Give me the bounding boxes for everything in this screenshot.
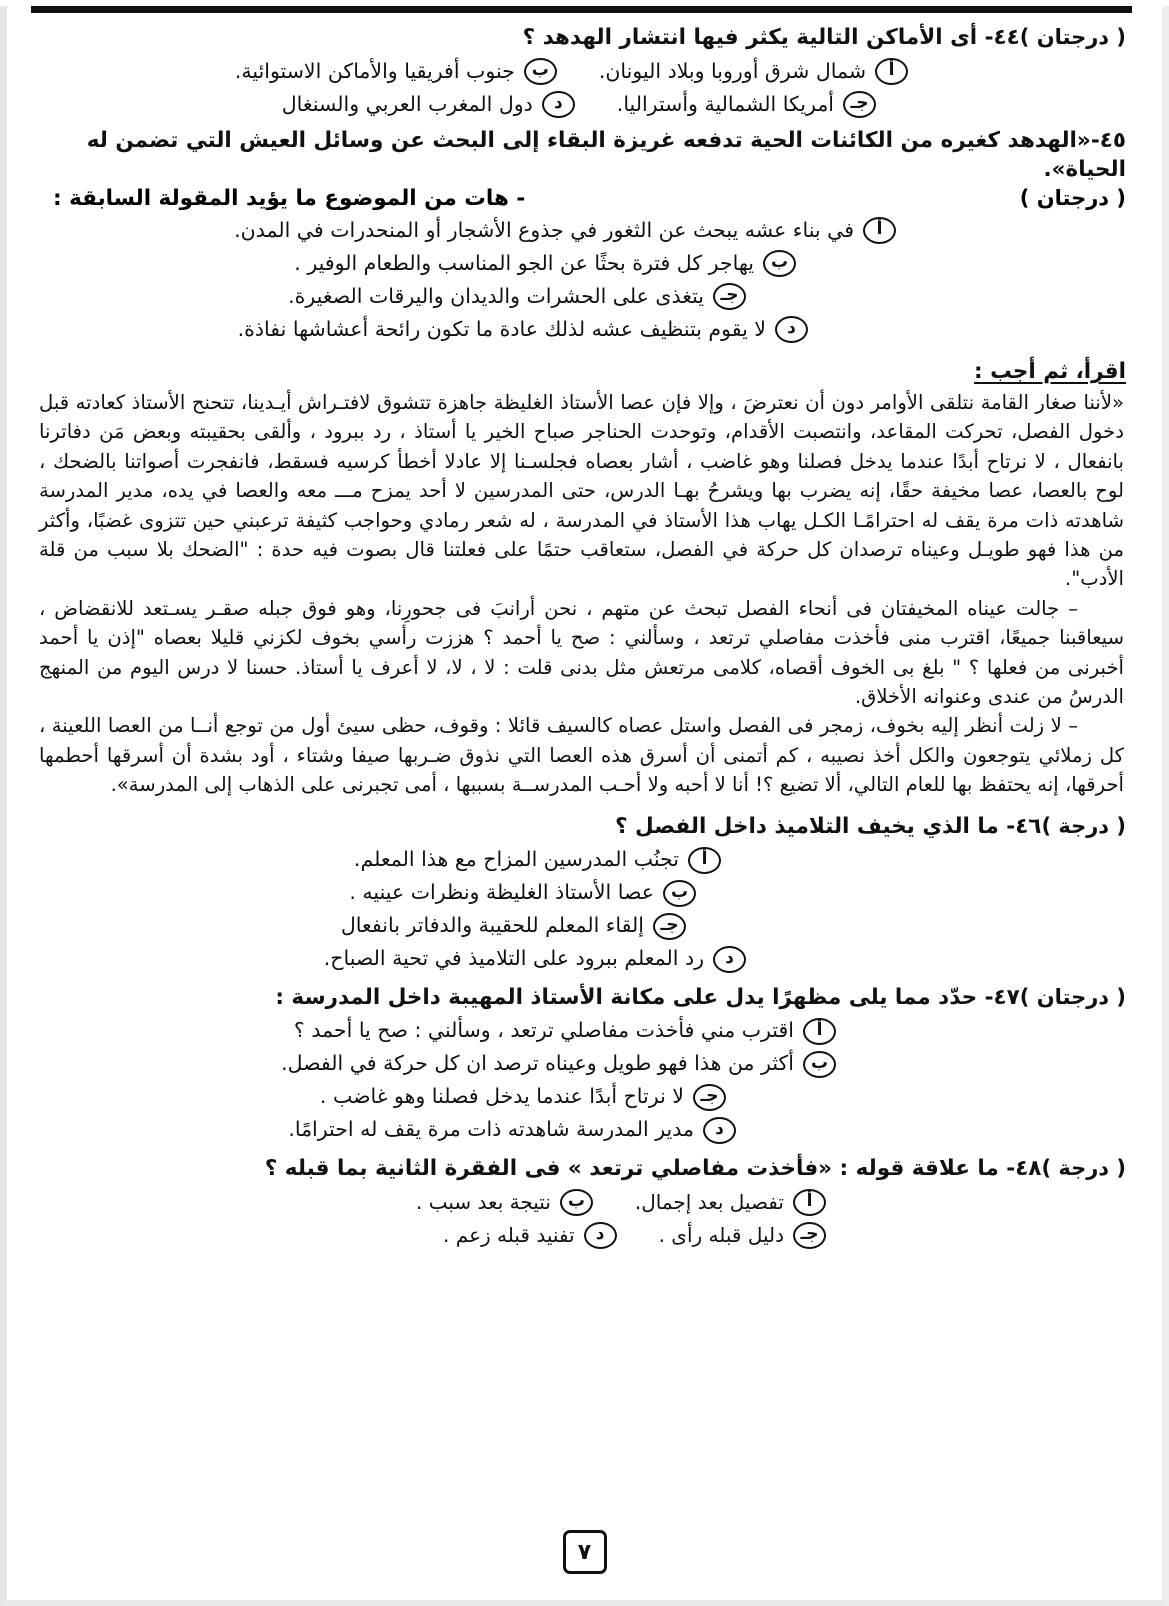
question-47-options bbox=[37, 1018, 1126, 1144]
option-a-label: في بناء عشه يبحث عن الثغور في جذوع الأشجار أو المنحدرات في المدن. bbox=[234, 217, 854, 242]
option-a-label: اقترب مني فأخذت مفاصلي ترتعد ، وسألني : صح يا أحمد ؟ bbox=[293, 1018, 794, 1043]
option-c[interactable] bbox=[659, 1222, 826, 1249]
question-44-text: ٤٤- أى الأماكن التالية يكثر فيها انتشار الهدهد ؟ bbox=[522, 25, 1020, 50]
option-row bbox=[37, 250, 1126, 277]
option-letter-b-icon: ب bbox=[763, 250, 796, 277]
question-47-text: ٤٧- حدّد مما يلى مظهرًا يدل على مكانة الأستاذ المهيبة داخل المدرسة : bbox=[275, 984, 1020, 1010]
option-b-label: نتيجة بعد سبب . bbox=[416, 1189, 551, 1214]
question-47-mark: ( درجتان ) bbox=[1019, 984, 1126, 1009]
question-45-header bbox=[37, 126, 1126, 184]
option-letter-c-icon: جـ bbox=[713, 283, 746, 310]
question-45-text: ٤٥-«الهدهد كغيره من الكائنات الحية تدفعه غريزة البقاء إلى البحث عن وسائل العيش التي تضمن له الحياة». bbox=[86, 128, 1126, 183]
option-d[interactable] bbox=[238, 316, 808, 343]
option-row bbox=[37, 283, 1126, 310]
option-row bbox=[37, 1084, 1126, 1111]
option-c-label: يتغذى على الحشرات والديدان واليرقات الصغيرة. bbox=[288, 283, 704, 308]
option-letter-d-icon: د bbox=[584, 1222, 617, 1249]
exam-page bbox=[0, 6, 1169, 1606]
option-row bbox=[37, 847, 1126, 874]
question-48-mark: ( درجة ) bbox=[1041, 1155, 1126, 1180]
option-b[interactable] bbox=[281, 1051, 836, 1078]
question-47-header bbox=[37, 983, 1126, 1012]
option-b-label: عصا الأستاذ الغليظة ونظرات عينيه . bbox=[349, 880, 654, 905]
option-a[interactable] bbox=[294, 1018, 836, 1045]
option-b-label: يهاجر كل فترة بحثًا عن الجو المناسب والطعام الوفير . bbox=[294, 250, 754, 275]
question-45-mark: ( درجتان ) bbox=[1019, 186, 1126, 211]
option-a-label: شمال شرق أوروبا وبلاد اليونان. bbox=[598, 58, 866, 83]
option-b[interactable] bbox=[294, 250, 796, 277]
question-44-header bbox=[37, 23, 1126, 52]
option-d-label: رد المعلم ببرود على التلاميذ في تحية الصباح. bbox=[323, 946, 704, 971]
option-a[interactable] bbox=[354, 847, 721, 874]
question-46-text: ٤٦- ما الذي يخيف التلاميذ داخل الفصل ؟ bbox=[615, 813, 1042, 839]
option-c[interactable] bbox=[617, 91, 876, 118]
option-letter-c-icon: جـ bbox=[793, 1222, 826, 1249]
reading-passage bbox=[37, 388, 1126, 799]
top-rule bbox=[31, 6, 1132, 13]
question-45-subheader bbox=[37, 186, 1126, 211]
option-letter-a-icon: أ bbox=[793, 1189, 826, 1216]
question-45-subtext: - هات من الموضوع ما يؤيد المقولة السابقة : bbox=[53, 186, 526, 212]
option-d-label: تفنيد قبله زعم . bbox=[443, 1222, 575, 1247]
question-44-mark: ( درجتان ) bbox=[1019, 25, 1126, 49]
option-d-label: مدير المدرسة شاهدته ذات مرة يقف له احترامًا. bbox=[288, 1117, 694, 1142]
option-row bbox=[37, 91, 1126, 118]
option-d[interactable] bbox=[282, 91, 575, 118]
option-a[interactable] bbox=[635, 1189, 826, 1216]
option-b-label: أكثر من هذا فهو طويل وعيناه ترصد ان كل حركة في الفصل. bbox=[281, 1051, 794, 1076]
option-row bbox=[37, 1051, 1126, 1078]
option-row bbox=[37, 1018, 1126, 1045]
option-row bbox=[37, 946, 1126, 973]
question-48-text: ٤٨- ما علاقة قوله : «فأخذت مفاصلي ترتعد » فى الفقرة الثانية بما قبله ؟ bbox=[264, 1155, 1042, 1181]
option-row bbox=[37, 880, 1126, 907]
option-c-label: لا نرتاح أبدًا عندما يدخل فصلنا وهو غاضب . bbox=[319, 1084, 684, 1109]
option-letter-b-icon: ب bbox=[663, 880, 696, 907]
question-48-header bbox=[37, 1154, 1126, 1183]
option-letter-c-icon: جـ bbox=[843, 91, 876, 118]
question-48-options bbox=[37, 1189, 1126, 1249]
exam-sheet bbox=[17, 13, 1148, 1249]
reading-heading: اقرأ، ثم أجب : bbox=[974, 359, 1126, 385]
option-letter-b-icon: ب bbox=[803, 1051, 836, 1078]
option-a[interactable] bbox=[234, 217, 896, 244]
page-number-container bbox=[7, 1530, 1162, 1574]
option-b[interactable] bbox=[349, 880, 696, 907]
option-d[interactable] bbox=[288, 1117, 736, 1144]
option-row bbox=[37, 913, 1126, 940]
option-letter-a-icon: أ bbox=[875, 58, 908, 85]
passage-paragraph-2: – جالت عيناه المخيفتان فى أنحاء الفصل تبحث عن متهم ، نحن أرانبَ فى جحورِنا، وهو فوق جبله صقـر يسـتعد للانقضاض ، سيعاقبنا جميعًا، اقترب منى فأخذت مفاصلي ترتعد ، وسألني : صح يا أحمد ؟ هززت رأسي بخوف لكزني قليلا بعصاه "إذن يا أحمد أخبرنى من فعلها ؟ " بلغ بى الخوف أقصاه، كلامى مرتعش مثل بدنى قلت : لا ، لا، لا أعرف يا أستاذ. حسنا لا درس اليوم من المنهج الدرسُ من عندى وعنوانه الأخلاق. bbox=[39, 596, 1124, 708]
option-d-label: لا يقوم بتنظيف عشه لذلك عادة ما تكون رائحة أعشاشها نفاذة. bbox=[237, 316, 766, 341]
option-letter-a-icon: أ bbox=[803, 1018, 836, 1045]
option-row bbox=[37, 58, 1126, 85]
option-row bbox=[37, 217, 1126, 244]
question-46-mark: ( درجة ) bbox=[1041, 813, 1126, 838]
option-letter-b-icon: ب bbox=[560, 1189, 593, 1216]
option-c[interactable] bbox=[320, 1084, 726, 1111]
passage-paragraph-1: «لأننا صغار القامة نتلقى الأوامر دون أن نعترضَ ، وإلا فإن عصا الأستاذ الغليظة جاهزة تتشوق لافتـراش أيـدينا، تتحنح الأستاذ كعادته قبل دخول الفصل، تحركت المقاعد، وانتصبت الأقدام، وتوحدت الحناجر صباح الخير يا أستاذ ، رد ببرود ، وألقى بحقيبته وبعض مَن دفاترنا بانفعال ، لا نرتاح أبدًا عندما يدخل فصلنا وهو غاضب ، أشار بعصاه فجلسـنا إلا عادلا أخطأ كرسيه فسقط، فانفجرت أصواتنا بالضحك ، لوح بالعصا، عصا مخيفة حقًا، إنه يضرب بها ويشرحُ بهـا الدرس، حتى المدرسين لا أحد يمزح مـــ معه والعصا في يده، مدير المدرسة شاهدته ذات مرة يقف له احترامًـا الكـل يهاب هذا الأستاذ في المدرسة ، له شعر رمادي وحواجب كثيفة ترعبني حين تتزوى غضبًا، وأكثر من هذا فهو طويـل وعيناه ترصدان كل حركة في الفصل، ستعاقب حتمًا على فعلتنا قال بصوت فيه حدة : "الضحك بلا سبب من قلة الأدب". bbox=[39, 391, 1124, 591]
option-letter-a-icon: أ bbox=[863, 217, 896, 244]
question-46-header bbox=[37, 812, 1126, 841]
option-b[interactable] bbox=[235, 58, 557, 85]
option-letter-d-icon: د bbox=[775, 316, 808, 343]
option-a-label: تفصيل بعد إجمال. bbox=[634, 1189, 784, 1214]
option-letter-a-icon: أ bbox=[688, 847, 721, 874]
option-a[interactable] bbox=[599, 58, 908, 85]
question-46-options bbox=[37, 847, 1126, 973]
option-letter-d-icon: د bbox=[703, 1117, 736, 1144]
option-a-label: تجنُب المدرسين المزاح مع هذا المعلم. bbox=[353, 847, 679, 872]
option-letter-c-icon: جـ bbox=[693, 1084, 726, 1111]
option-row bbox=[37, 1117, 1126, 1144]
option-c-label: أمريكا الشمالية وأستراليا. bbox=[616, 91, 834, 116]
option-d[interactable] bbox=[324, 946, 746, 973]
option-c[interactable] bbox=[288, 283, 746, 310]
option-letter-c-icon: جـ bbox=[653, 913, 686, 940]
option-c[interactable] bbox=[341, 913, 686, 940]
page-number: ٧ bbox=[563, 1530, 607, 1574]
passage-paragraph-3: – لا زلت أنظر إليه بخوف، زمجر فى الفصل واستل عصاه كالسيف قائلا : وقوف، حظى سيئ أول من توجع أنــا من العصا اللعينة ، كل زملائي يتوجعون والكل أخذ نصيبه ، كم أتمنى أن أسرق هذه العصا التي نذوق ضـربها صيفا وشتاء ، أود بشدة أن أسرقها أحطمها أحرقها، إنه يحتفظ بها للعام التالي، ألا تضيع ؟! أنا لا أحبه ولا أحـب المدرســة بسببها ، أمى تجبرنى على الذهاب إلى المدرسة». bbox=[39, 714, 1124, 797]
option-d[interactable] bbox=[443, 1222, 617, 1249]
option-letter-b-icon: ب bbox=[524, 58, 557, 85]
option-b[interactable] bbox=[416, 1189, 593, 1216]
option-c-label: دليل قبله رأى . bbox=[658, 1222, 784, 1247]
option-d-label: دول المغرب العربي والسنغال bbox=[281, 91, 533, 116]
question-45-options bbox=[37, 217, 1126, 343]
option-row bbox=[37, 316, 1126, 343]
question-44-options bbox=[37, 58, 1126, 118]
option-c-label: إلقاء المعلم للحقيبة والدفاتر بانفعال bbox=[340, 913, 644, 938]
option-b-label: جنوب أفريقيا والأماكن الاستوائية. bbox=[234, 58, 515, 83]
option-letter-d-icon: د bbox=[542, 91, 575, 118]
option-letter-d-icon: د bbox=[713, 946, 746, 973]
option-row bbox=[37, 1189, 1126, 1216]
option-row bbox=[37, 1222, 1126, 1249]
